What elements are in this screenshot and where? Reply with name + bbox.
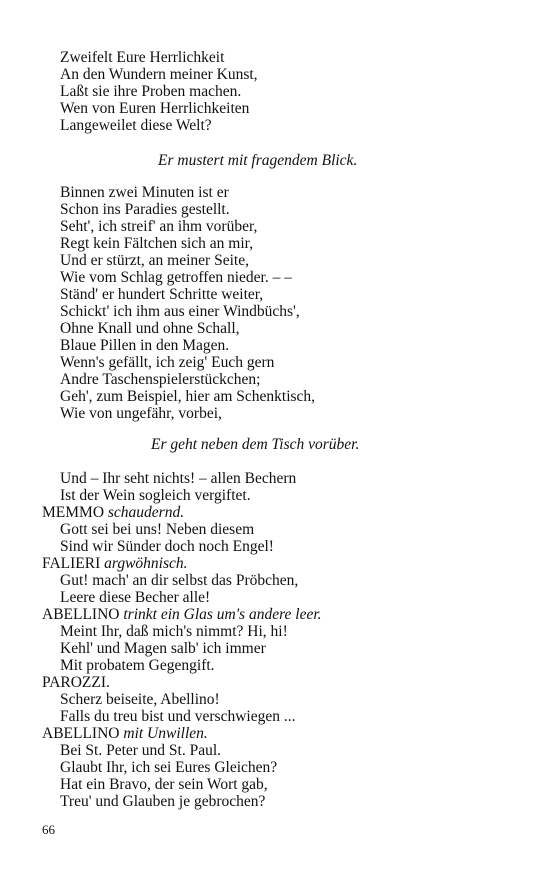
verse-line: Binnen zwei Minuten ist er [60,184,229,201]
verse-line: Hat ein Bravo, der sein Wort gab, [60,776,268,793]
speaker-direction: schaudernd. [107,504,185,521]
speaker-name: FALIERI [42,555,101,572]
verse-line: Und – Ihr seht nichts! – allen Bechern [60,470,297,487]
verse-line: Laßt sie ihre Proben machen. [60,83,242,100]
verse-line: Ständ' er hundert Schritte weiter, [60,286,264,303]
verse-line: Schon ins Paradies gestellt. [60,201,230,218]
verse-stanza-1 [42,49,522,134]
verse-line: Zweifelt Eure Herrlichkeit [60,49,225,66]
verse-line: Mit probatem Gegengift. [60,657,215,674]
verse-line: Wen von Euren Herrlichkeiten [60,100,250,117]
speaker-direction: mit Unwillen. [123,725,208,742]
verse-line: Meint Ihr, daß mich's nimmt? Hi, hi! [60,623,288,640]
verse-stanza-2 [42,184,522,422]
verse-line: Andre Taschenspielerstückchen; [60,371,261,388]
speaker-line [42,606,522,623]
verse-line: Ist der Wein sogleich vergiftet. [60,487,251,504]
verse-line: Geh', zum Beispiel, hier am Schenktisch, [60,388,316,405]
speaker-name: ABELLINO [42,606,120,623]
verse-line: Regt kein Fältchen sich an mir, [60,235,254,252]
verse-line: Gut! mach' an dir selbst das Pröbchen, [60,572,299,589]
speaker-line [42,555,522,572]
verse-line: Langeweilet diese Welt? [60,117,212,134]
verse-line: Kehl' und Magen salb' ich immer [60,640,266,657]
speaker-line [42,504,522,521]
speaker-name: MEMMO [42,504,105,521]
verse-line: An den Wundern meiner Kunst, [60,66,258,83]
stage-direction: Er mustert mit fragendem Blick. [158,152,358,169]
speaker-name: PAROZZI. [42,674,110,691]
speaker-line [42,725,522,742]
verse-line: Treu' und Glauben je gebrochen? [60,793,266,810]
page-number: 66 [42,822,55,837]
verse-line: Sind wir Sünder doch noch Engel! [60,538,274,555]
verse-line: Leere diese Becher alle! [60,589,211,606]
verse-line: Wie von ungefähr, vorbei, [60,405,222,422]
verse-line: Blaue Pillen in den Magen. [60,337,230,354]
speaker-name: ABELLINO [42,725,120,742]
verse-line: Glaubt Ihr, ich sei Eures Gleichen? [60,759,278,776]
speaker-line [42,674,522,691]
verse-line: Wenn's gefällt, ich zeig' Euch gern [60,354,275,371]
verse-line: Und er stürzt, an meiner Seite, [60,252,249,269]
verse-line: Bei St. Peter und St. Paul. [60,742,222,759]
speaker-direction: argwöhnisch. [104,555,188,572]
stage-direction: Er geht neben dem Tisch vorüber. [151,436,360,453]
dialogue-section [42,470,522,810]
verse-line: Gott sei bei uns! Neben diesem [60,521,255,538]
verse-line: Wie vom Schlag getroffen nieder. – – [60,269,292,286]
verse-line: Falls du treu bist und verschwiegen ... [60,708,296,725]
verse-line: Schickt' ich ihm aus einer Windbüchs', [60,303,300,320]
verse-line: Ohne Knall und ohne Schall, [60,320,240,337]
verse-line: Scherz beiseite, Abellino! [60,691,220,708]
speaker-direction: trinkt ein Glas um's andere leer. [123,606,322,623]
verse-line: Seht', ich streif' an ihm vorüber, [60,218,258,235]
